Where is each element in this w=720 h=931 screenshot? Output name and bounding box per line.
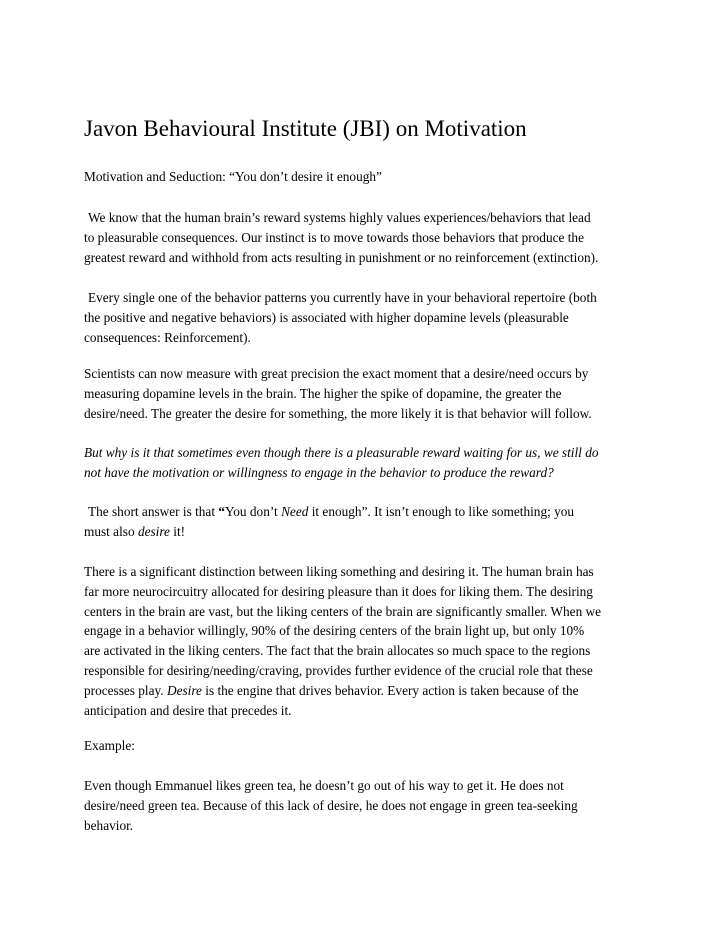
- paragraph-line: greatest reward and withhold from acts resulting in punishment or no reinforcement (extinction).: [84, 249, 599, 265]
- paragraph-line: There is a significant distinction between liking something and desiring it. The human brain has: [84, 564, 594, 579]
- text-run: processes play.: [84, 682, 167, 698]
- paragraph-line: centers in the brain are vast, but the liking centers of the brain are significantly smaller. When we: [84, 603, 602, 619]
- text-run: it!: [169, 523, 186, 539]
- text-run: it enough”. It isn’t enough to like something; you: [308, 504, 575, 519]
- emphasis-desire: desire: [137, 523, 170, 539]
- paragraph-dopamine-measurement: [84, 364, 640, 423]
- example-heading: Example:: [84, 738, 135, 753]
- text-run: The short answer is that: [88, 504, 219, 519]
- paragraph-line: to pleasurable consequences. Our instinct is to move towards those behaviors that produce the: [84, 229, 584, 245]
- paragraph-reward-systems: [84, 208, 640, 267]
- paragraph-line: the positive and negative behaviors) is associated with higher dopamine levels (pleasurable: [84, 309, 569, 325]
- paragraph-line: [84, 681, 640, 701]
- text-run: must also: [84, 523, 138, 539]
- emphasis-need: Need: [281, 504, 309, 519]
- paragraph-line: behavior.: [84, 817, 134, 833]
- document-title: Javon Behavioural Institute (JBI) on Motivation: [84, 116, 527, 141]
- paragraph-line: Every single one of the behavior patterns you currently have in your behavioral repertoire (both: [88, 290, 597, 305]
- emphasis-desire: Desire: [166, 682, 202, 698]
- paragraph-behavior-patterns: [84, 288, 640, 347]
- paragraph-line: [84, 502, 640, 522]
- paragraph-line: not have the motivation or willingness to engage in the behavior to produce the reward?: [84, 464, 554, 480]
- paragraph-line: are activated in the liking centers. The fact that the brain allocates so much space to the regions: [84, 643, 591, 659]
- paragraph-liking-vs-desiring: [84, 562, 640, 720]
- paragraph-short-answer: [84, 502, 640, 542]
- paragraph-question: [84, 443, 640, 483]
- quote-mark: “: [218, 504, 226, 519]
- paragraph-line: far more neurocircuitry allocated for desiring pleasure than it does for liking them. The desiring: [84, 583, 593, 599]
- paragraph-line: Even though Emmanuel likes green tea, he doesn’t go out of his way to get it. He does not: [84, 778, 564, 793]
- paragraph-line: consequences: Reinforcement).: [84, 329, 251, 345]
- paragraph-line: anticipation and desire that precedes it.: [84, 702, 292, 718]
- paragraph-line: But why is it that sometimes even though there is a pleasurable reward waiting for us, we still do: [84, 445, 599, 460]
- paragraph-example: [84, 776, 640, 835]
- paragraph-line: measuring dopamine levels in the brain. The higher the spike of dopamine, the greater the: [84, 385, 562, 401]
- paragraph-line: Scientists can now measure with great precision the exact moment that a desire/need occurs by: [84, 366, 589, 381]
- paragraph-line: [84, 522, 640, 542]
- document-subtitle: Motivation and Seduction: “You don’t desire it enough”: [84, 169, 382, 184]
- paragraph-line: We know that the human brain’s reward systems highly values experiences/behaviors that lead: [88, 210, 591, 225]
- paragraph-line: responsible for desiring/needing/craving, provides further evidence of the crucial role that these: [84, 662, 593, 678]
- text-run: You don’t: [225, 504, 282, 519]
- text-run: is the engine that drives behavior. Every action is taken because of the: [201, 682, 579, 698]
- paragraph-line: desire/need green tea. Because of this lack of desire, he does not engage in green tea-seeking: [84, 797, 578, 813]
- paragraph-line: engage in a behavior willingly, 90% of the desiring centers of the brain light up, but only 10%: [84, 623, 585, 639]
- paragraph-line: desire/need. The greater the desire for something, the more likely it is that behavior will follow.: [84, 405, 592, 421]
